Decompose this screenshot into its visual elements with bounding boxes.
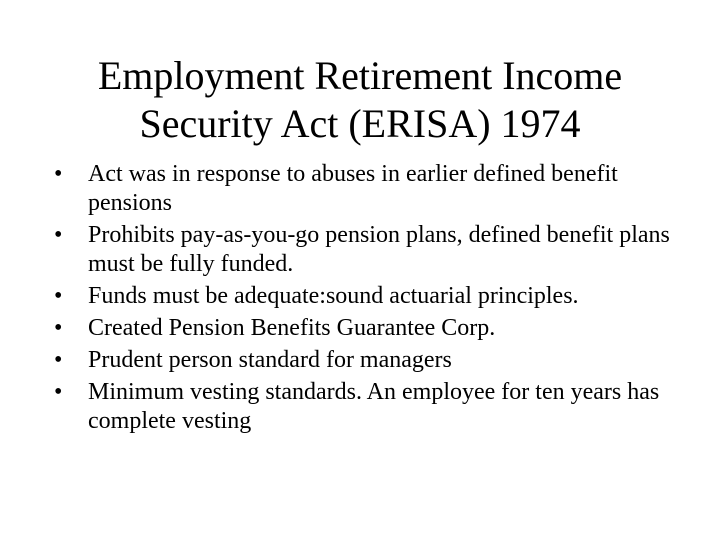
bullet-item-6 xyxy=(54,378,694,436)
bullet-item-1 xyxy=(54,160,694,218)
bullet-dot-icon: • xyxy=(54,347,63,373)
title-line-1: Employment Retirement Income xyxy=(97,53,623,98)
bullet-item-2 xyxy=(54,221,694,279)
bullet-text: Funds must be adequate:sound actuarial principles. xyxy=(88,283,579,309)
bullet-dot-icon: • xyxy=(54,379,63,405)
bullet-text: Created Pension Benefits Guarantee Corp. xyxy=(88,315,496,341)
bullet-item-3 xyxy=(54,282,694,311)
bullet-dot-icon: • xyxy=(54,315,63,341)
bullet-text: Prudent person standard for managers xyxy=(88,347,452,373)
bullet-dot-icon: • xyxy=(54,283,63,309)
bullet-dot-icon: • xyxy=(54,222,63,248)
bullet-item-5 xyxy=(54,346,694,375)
bullet-list xyxy=(54,160,694,439)
title-line-2: Security Act (ERISA) 1974 xyxy=(139,101,581,146)
bullet-text: Minimum vesting standards. An employee for ten years has complete vesting xyxy=(88,379,660,434)
bullet-item-4 xyxy=(54,314,694,343)
bullet-text: Act was in response to abuses in earlier defined benefit pensions xyxy=(88,161,618,216)
bullet-dot-icon: • xyxy=(54,161,63,187)
slide-title xyxy=(36,52,684,148)
bullet-text: Prohibits pay-as-you-go pension plans, defined benefit plans must be fully funded. xyxy=(88,222,670,277)
